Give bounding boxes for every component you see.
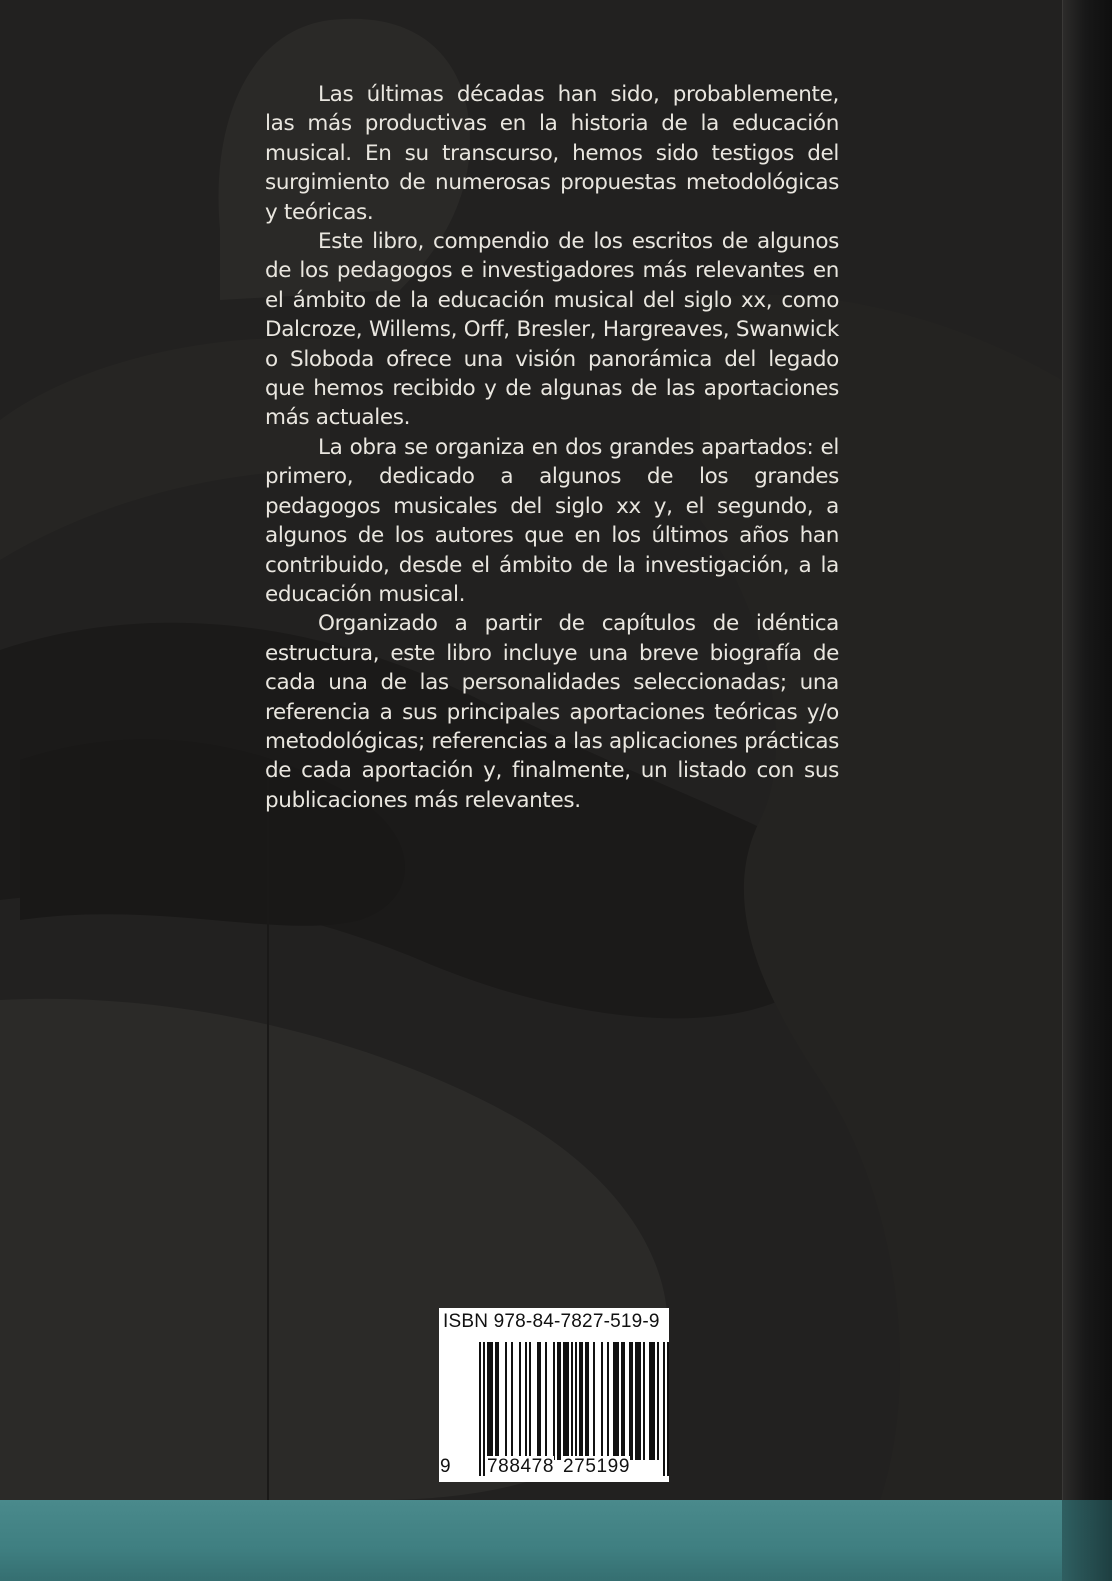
blurb-text: [265, 80, 839, 815]
barcode-bar: [587, 1342, 589, 1460]
barcode-bar: [617, 1342, 619, 1460]
barcode-bar: [629, 1342, 631, 1460]
barcode-bar: [657, 1342, 659, 1460]
barcode-bar: [581, 1342, 583, 1460]
barcode-bar: [601, 1342, 603, 1460]
blurb-paragraph: La obra se organiza en dos grandes apartados: el primero, dedicado a algunos de los grandes pedagogos musicales del siglo xx y, el segundo, a algunos de los autores que en los últimos años han contribuido, desde el ámbito de la investigación, a la educación musical.: [265, 434, 839, 607]
barcode-bar: [487, 1342, 489, 1460]
barcode-digit-first: 9: [440, 1456, 452, 1477]
blurb-paragraph: Este libro, compendio de los escritos de algunos de los pedagogos e investigadores más relevantes en el ámbito de la educación musical del siglo xx, como Dalcroze, Willems, Orff, Bresler, Hargreaves, Swanwick o Sloboda ofrece una visión panorámica del legado que hemos recibido y de algunas de las aportaciones más actuales.: [265, 229, 839, 431]
bottom-color-band: [0, 1500, 1062, 1581]
barcode-bar: [497, 1342, 499, 1460]
barcode-bar: [553, 1342, 555, 1460]
barcode-bar: [623, 1342, 625, 1460]
barcode-bar: [567, 1342, 569, 1460]
barcode-bar: [519, 1342, 521, 1460]
barcode-bar: [649, 1342, 651, 1460]
barcode-bar: [511, 1342, 513, 1460]
barcode-bar: [639, 1342, 641, 1460]
barcode-bar: [505, 1342, 507, 1460]
barcode-bar: [635, 1342, 637, 1460]
blurb-paragraph: Las últimas décadas han sido, probablemente, las más productivas en la historia de la educación musical. En su transcurso, hemos sido testigos del surgimiento de numerosas propuestas metodológicas y teóricas.: [265, 82, 839, 225]
barcode-bar: [557, 1342, 559, 1460]
barcode-bar: [559, 1342, 561, 1460]
barcode-bar: [643, 1342, 645, 1460]
barcode-bar: [489, 1342, 491, 1460]
bottom-color-band-spine: [1062, 1500, 1112, 1581]
isbn-label: ISBN 978-84-7827-519-9: [443, 1311, 660, 1332]
barcode-bar: [607, 1342, 609, 1460]
barcode-bar: [563, 1342, 565, 1460]
barcode-bar: [613, 1342, 615, 1460]
barcode-bar: [545, 1342, 547, 1460]
blurb-paragraph: Organizado a partir de capítulos de idéntica estructura, este libro incluye una breve biografía de cada una de las personalidades seleccionadas; una referencia a sus principales aportaciones teóricas y/o metodológicas; referencias a las aplicaciones prácticas de cada aportación y, finalmente, un listado con sus publicaciones más relevantes.: [265, 611, 839, 813]
barcode-digits-left: 788478: [487, 1456, 555, 1477]
barcode-bar: [495, 1342, 497, 1460]
barcode-bar: [653, 1342, 655, 1460]
barcode-bar: [491, 1342, 493, 1460]
barcode-bar: [539, 1342, 541, 1460]
barcode-bar: [565, 1342, 567, 1460]
barcode-bar: [579, 1342, 581, 1460]
barcode-bar: [593, 1342, 595, 1460]
barcode-bar: [585, 1342, 587, 1460]
barcode-digits: [439, 1456, 669, 1478]
barcode-bar: [529, 1342, 531, 1460]
barcode-bar: [631, 1342, 633, 1460]
barcode-bar: [637, 1342, 639, 1460]
barcode-bar: [537, 1342, 539, 1460]
book-spine-edge: [1062, 0, 1112, 1581]
barcode-bar: [621, 1342, 623, 1460]
barcode-digits-right: 275199: [563, 1456, 631, 1477]
barcode-bar: [525, 1342, 527, 1460]
barcode-bar: [615, 1342, 617, 1460]
isbn-barcode-block: [439, 1308, 669, 1482]
barcode-bar: [651, 1342, 653, 1460]
